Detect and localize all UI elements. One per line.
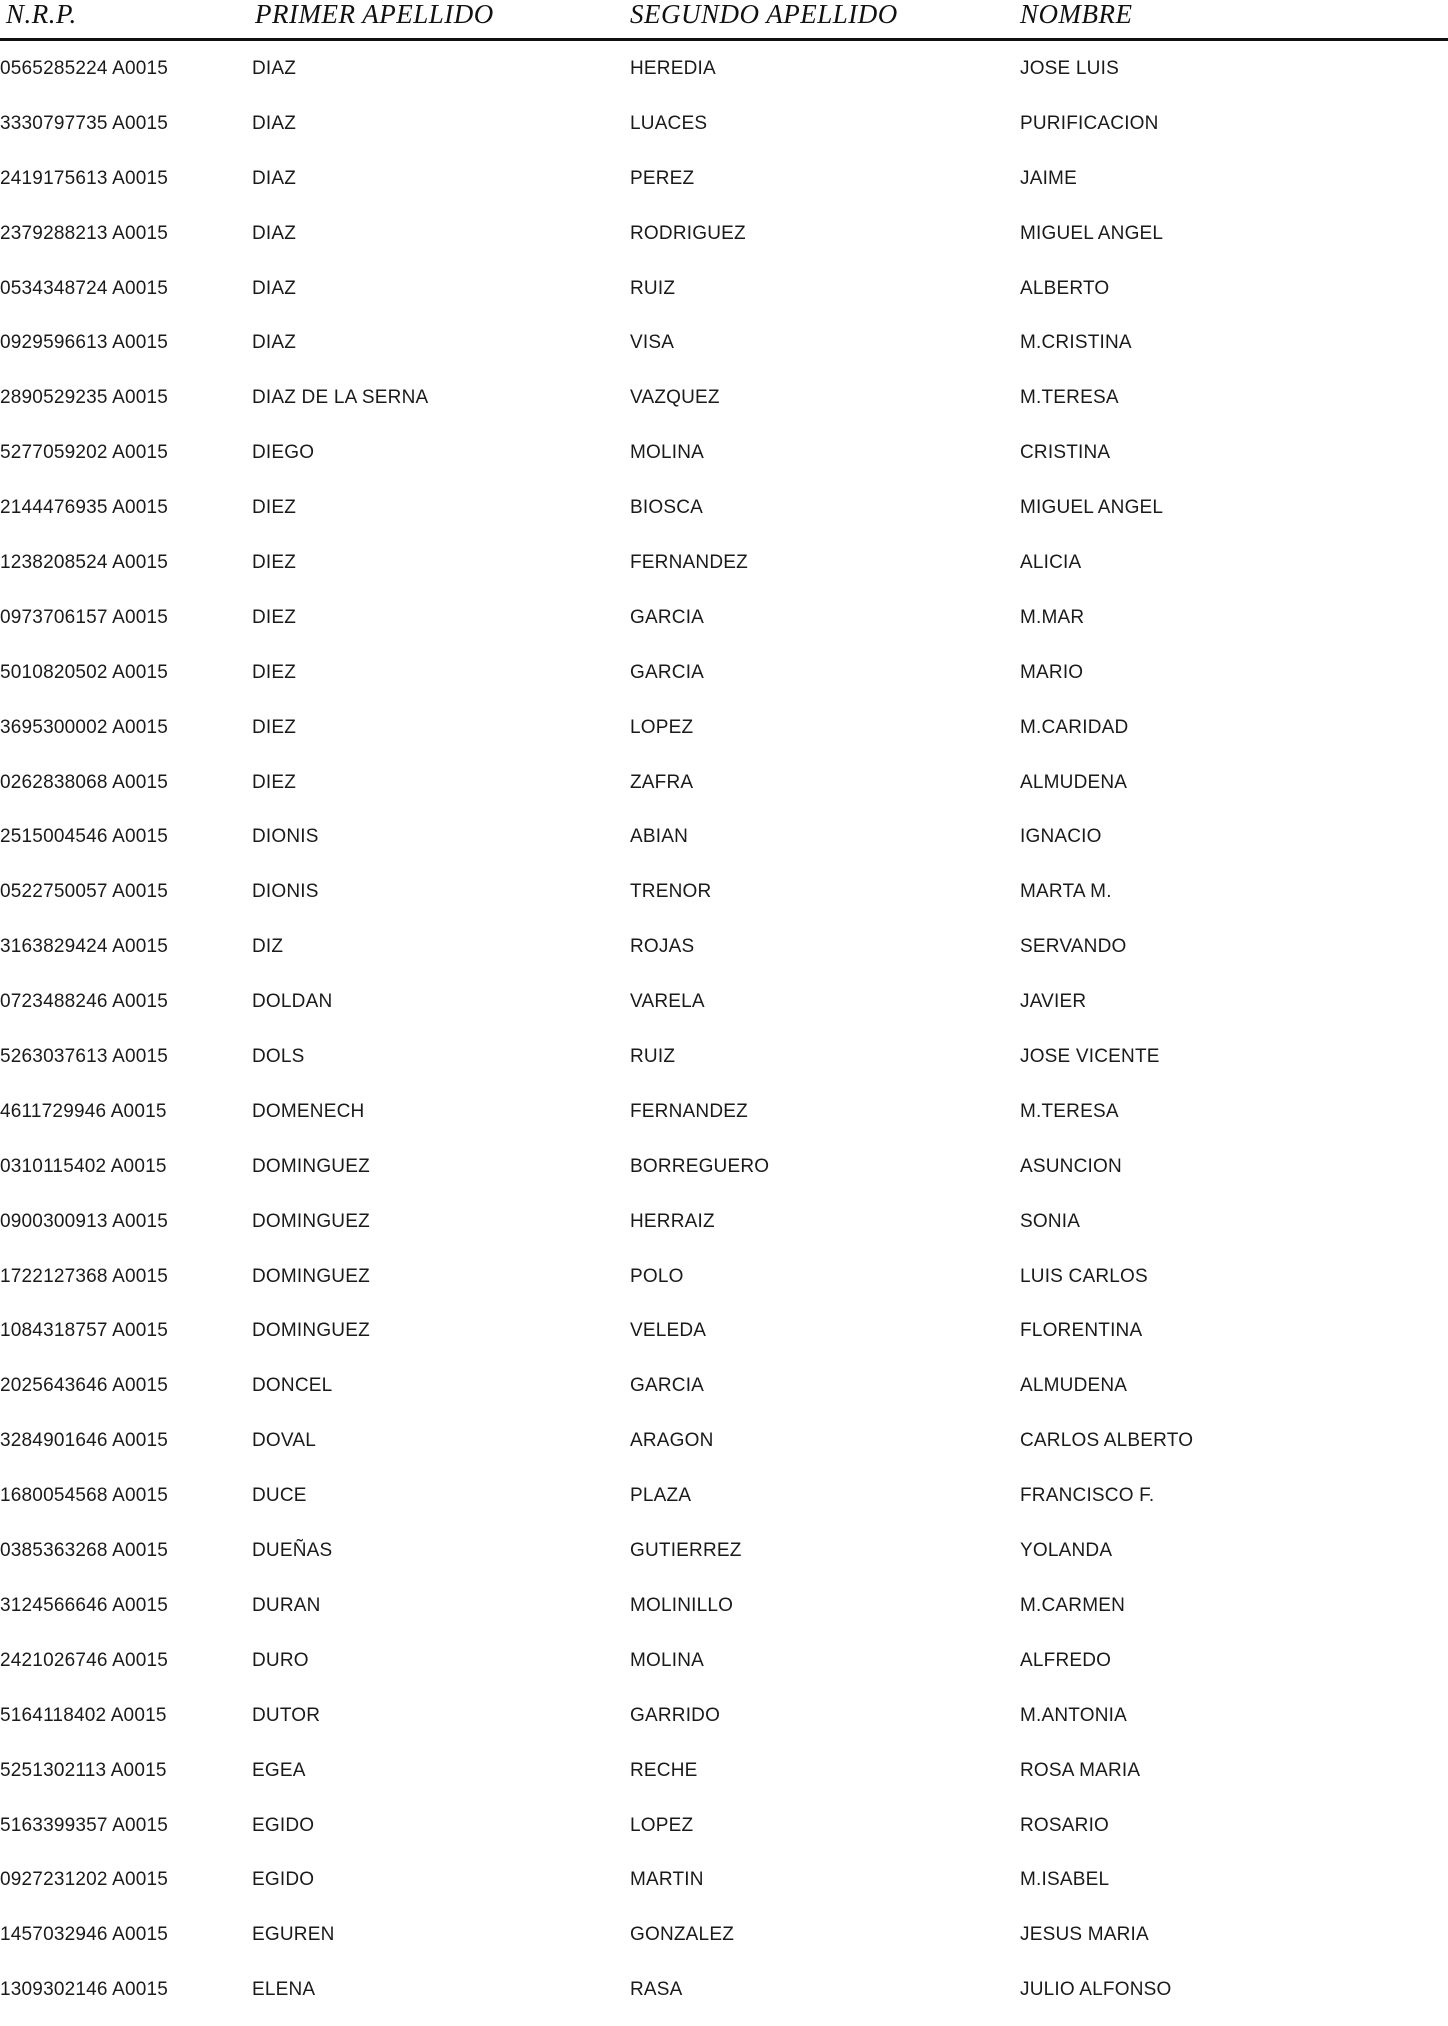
cell-name: M.TERESA <box>1020 1100 1119 1122</box>
cell-second-surname: GARRIDO <box>630 1704 721 1726</box>
cell-nrp: 2144476935 A0015 <box>0 497 169 519</box>
table-row <box>0 928 1448 983</box>
cell-first-surname: DIAZ <box>252 222 297 244</box>
cell-second-surname: GUTIERREZ <box>630 1540 742 1562</box>
cell-first-surname: EGIDO <box>252 1814 315 1836</box>
cell-first-surname: DIAZ <box>252 332 297 354</box>
cell-name: MIGUEL ANGEL <box>1020 222 1164 244</box>
cell-nrp: 5277059202 A0015 <box>0 442 169 464</box>
cell-second-surname: HERRAIZ <box>630 1210 715 1232</box>
cell-name: CRISTINA <box>1020 442 1111 464</box>
cell-second-surname: MARTIN <box>630 1869 704 1891</box>
cell-second-surname: GARCIA <box>630 1375 705 1397</box>
cell-name: JAVIER <box>1020 991 1087 1013</box>
cell-nrp: 2421026746 A0015 <box>0 1649 169 1671</box>
cell-first-surname: DIONIS <box>252 826 319 848</box>
cell-second-surname: PEREZ <box>630 167 695 189</box>
cell-second-surname: BIOSCA <box>630 497 703 519</box>
table-row <box>0 1477 1448 1532</box>
cell-name: M.ANTONIA <box>1020 1704 1128 1726</box>
table-row <box>0 1367 1448 1422</box>
table-row <box>0 873 1448 928</box>
cell-nrp: 2890529235 A0015 <box>0 387 169 409</box>
cell-name: MARTA M. <box>1020 881 1112 903</box>
cell-name: SERVANDO <box>1020 936 1127 958</box>
table-row <box>0 544 1448 599</box>
table-row <box>0 1971 1448 2026</box>
cell-first-surname: EGIDO <box>252 1869 315 1891</box>
table-row <box>0 105 1448 160</box>
cell-name: FLORENTINA <box>1020 1320 1143 1342</box>
table-row <box>0 160 1448 215</box>
cell-second-surname: FERNANDEZ <box>630 552 748 574</box>
cell-first-surname: DUEÑAS <box>252 1540 333 1562</box>
cell-name: ALBERTO <box>1020 277 1110 299</box>
cell-second-surname: ARAGON <box>630 1430 714 1452</box>
cell-nrp: 1722127368 A0015 <box>0 1265 169 1287</box>
cell-name: JULIO ALFONSO <box>1020 1979 1172 2001</box>
cell-first-surname: DIAZ <box>252 112 297 134</box>
cell-name: CARLOS ALBERTO <box>1020 1430 1194 1452</box>
cell-second-surname: LOPEZ <box>630 1814 694 1836</box>
cell-name: ASUNCION <box>1020 1155 1122 1177</box>
table-row <box>0 50 1448 105</box>
cell-second-surname: VARELA <box>630 991 705 1013</box>
cell-name: MARIO <box>1020 661 1084 683</box>
cell-first-surname: DIEZ <box>252 716 297 738</box>
table-row <box>0 1312 1448 1367</box>
cell-first-surname: DUCE <box>252 1485 307 1507</box>
cell-first-surname: DOMINGUEZ <box>252 1155 370 1177</box>
cell-second-surname: MOLINILLO <box>630 1594 734 1616</box>
cell-first-surname: EGEA <box>252 1759 306 1781</box>
cell-name: M.ISABEL <box>1020 1869 1110 1891</box>
table-row <box>0 1148 1448 1203</box>
table-body <box>0 50 1448 2026</box>
cell-second-surname: MOLINA <box>630 1649 705 1671</box>
cell-first-surname: DURO <box>252 1649 309 1671</box>
cell-first-surname: DIAZ <box>252 277 297 299</box>
cell-nrp: 5251302113 A0015 <box>0 1759 167 1781</box>
table-row <box>0 764 1448 819</box>
cell-nrp: 0522750057 A0015 <box>0 881 169 903</box>
cell-first-surname: DOLDAN <box>252 991 333 1013</box>
table-row <box>0 1093 1448 1148</box>
cell-second-surname: PLAZA <box>630 1485 692 1507</box>
cell-nrp: 0534348724 A0015 <box>0 277 169 299</box>
cell-first-surname: DIZ <box>252 936 284 958</box>
cell-second-surname: GARCIA <box>630 661 705 683</box>
cell-nrp: 0973706157 A0015 <box>0 606 169 628</box>
cell-name: YOLANDA <box>1020 1540 1113 1562</box>
table-row <box>0 215 1448 270</box>
cell-second-surname: VELEDA <box>630 1320 707 1342</box>
cell-first-surname: DIEZ <box>252 606 297 628</box>
cell-nrp: 2379288213 A0015 <box>0 222 169 244</box>
cell-name: M.TERESA <box>1020 387 1119 409</box>
cell-name: ALMUDENA <box>1020 1375 1128 1397</box>
cell-first-surname: DIONIS <box>252 881 319 903</box>
table-row <box>0 1861 1448 1916</box>
cell-first-surname: DOMINGUEZ <box>252 1265 370 1287</box>
table-row <box>0 1752 1448 1807</box>
cell-nrp: 2419175613 A0015 <box>0 167 169 189</box>
cell-nrp: 1238208524 A0015 <box>0 552 169 574</box>
cell-nrp: 0385363268 A0015 <box>0 1540 169 1562</box>
table-row <box>0 1642 1448 1697</box>
cell-second-surname: HEREDIA <box>630 58 716 79</box>
cell-first-surname: DOMINGUEZ <box>252 1320 370 1342</box>
cell-second-surname: RASA <box>630 1979 683 2001</box>
cell-name: LUIS CARLOS <box>1020 1265 1148 1287</box>
cell-nrp: 5163399357 A0015 <box>0 1814 169 1836</box>
cell-nrp: 5263037613 A0015 <box>0 1046 169 1068</box>
table-row <box>0 1697 1448 1752</box>
cell-nrp: 3124566646 A0015 <box>0 1594 169 1616</box>
table-row <box>0 818 1448 873</box>
cell-first-surname: DOMENECH <box>252 1100 365 1122</box>
cell-name: PURIFICACION <box>1020 112 1159 134</box>
cell-name: M.CARIDAD <box>1020 716 1129 738</box>
cell-nrp: 5164118402 A0015 <box>0 1704 167 1726</box>
cell-nrp: 0927231202 A0015 <box>0 1869 169 1891</box>
table-row <box>0 324 1448 379</box>
table-row <box>0 983 1448 1038</box>
cell-first-surname: ELENA <box>252 1979 316 2001</box>
cell-name: ALMUDENA <box>1020 771 1128 793</box>
cell-nrp: 1457032946 A0015 <box>0 1924 169 1946</box>
cell-first-surname: DIEZ <box>252 661 297 683</box>
cell-first-surname: DOMINGUEZ <box>252 1210 370 1232</box>
cell-first-surname: DIEGO <box>252 442 315 464</box>
cell-name: ROSARIO <box>1020 1814 1110 1836</box>
cell-nrp: 0723488246 A0015 <box>0 991 169 1013</box>
cell-nrp: 4611729946 A0015 <box>0 1100 167 1122</box>
cell-first-surname: DIEZ <box>252 497 297 519</box>
cell-nrp: 1084318757 A0015 <box>0 1320 169 1342</box>
cell-second-surname: RODRIGUEZ <box>630 222 746 244</box>
cell-name: M.MAR <box>1020 606 1085 628</box>
table-row <box>0 599 1448 654</box>
cell-second-surname: ABIAN <box>630 826 689 848</box>
cell-name: MIGUEL ANGEL <box>1020 497 1164 519</box>
cell-second-surname: POLO <box>630 1265 684 1287</box>
table-row <box>0 1532 1448 1587</box>
cell-nrp: 0900300913 A0015 <box>0 1210 169 1232</box>
table-row <box>0 1807 1448 1862</box>
cell-name: M.CARMEN <box>1020 1594 1126 1616</box>
cell-nrp: 2515004546 A0015 <box>0 826 169 848</box>
cell-second-surname: VISA <box>630 332 675 354</box>
table-row <box>0 1258 1448 1313</box>
cell-second-surname: VAZQUEZ <box>630 387 720 409</box>
header-name: NOMBRE <box>1020 0 1133 29</box>
header-nrp: N.R.P. <box>6 0 77 29</box>
table-row <box>0 1038 1448 1093</box>
cell-nrp: 2025643646 A0015 <box>0 1375 169 1397</box>
cell-name: ALICIA <box>1020 552 1082 574</box>
table-row <box>0 379 1448 434</box>
table-row <box>0 709 1448 764</box>
cell-first-surname: DIAZ DE LA SERNA <box>252 387 429 409</box>
table-row <box>0 1203 1448 1258</box>
cell-name: IGNACIO <box>1020 826 1102 848</box>
cell-second-surname: MOLINA <box>630 442 705 464</box>
table-row <box>0 1916 1448 1971</box>
cell-first-surname: DURAN <box>252 1594 321 1616</box>
cell-first-surname: DIAZ <box>252 167 297 189</box>
cell-nrp: 0929596613 A0015 <box>0 332 169 354</box>
cell-second-surname: RUIZ <box>630 277 676 299</box>
table-row <box>0 654 1448 709</box>
cell-second-surname: BORREGUERO <box>630 1155 770 1177</box>
cell-second-surname: TRENOR <box>630 881 712 903</box>
cell-nrp: 0262838068 A0015 <box>0 771 169 793</box>
cell-nrp: 0565285224 A0015 <box>0 58 169 79</box>
table-row <box>0 489 1448 544</box>
cell-nrp: 3695300002 A0015 <box>0 716 169 738</box>
cell-nrp: 1680054568 A0015 <box>0 1485 169 1507</box>
cell-first-surname: DOVAL <box>252 1430 317 1452</box>
table-header <box>0 0 1448 41</box>
cell-nrp: 1309302146 A0015 <box>0 1979 169 2001</box>
cell-nrp: 3330797735 A0015 <box>0 112 169 134</box>
cell-second-surname: RUIZ <box>630 1046 676 1068</box>
cell-second-surname: RECHE <box>630 1759 698 1781</box>
cell-name: M.CRISTINA <box>1020 332 1132 354</box>
cell-first-surname: DOLS <box>252 1046 305 1068</box>
cell-name: SONIA <box>1020 1210 1081 1232</box>
cell-first-surname: DIAZ <box>252 58 297 79</box>
cell-first-surname: DONCEL <box>252 1375 333 1397</box>
cell-name: FRANCISCO F. <box>1020 1485 1155 1507</box>
cell-nrp: 3284901646 A0015 <box>0 1430 169 1452</box>
cell-second-surname: LUACES <box>630 112 708 134</box>
cell-second-surname: FERNANDEZ <box>630 1100 748 1122</box>
table-row <box>0 270 1448 325</box>
header-second-surname: SEGUNDO APELLIDO <box>630 0 898 29</box>
cell-name: JAIME <box>1020 167 1077 189</box>
cell-first-surname: DUTOR <box>252 1704 321 1726</box>
cell-name: JOSE LUIS <box>1020 58 1119 79</box>
cell-second-surname: ZAFRA <box>630 771 694 793</box>
cell-second-surname: ROJAS <box>630 936 695 958</box>
cell-second-surname: GARCIA <box>630 606 705 628</box>
cell-name: JESUS MARIA <box>1020 1924 1149 1946</box>
cell-first-surname: EGUREN <box>252 1924 335 1946</box>
cell-second-surname: GONZALEZ <box>630 1924 735 1946</box>
cell-second-surname: LOPEZ <box>630 716 694 738</box>
header-first-surname: PRIMER APELLIDO <box>255 0 494 29</box>
cell-name: JOSE VICENTE <box>1020 1046 1160 1068</box>
cell-name: ALFREDO <box>1020 1649 1112 1671</box>
cell-name: ROSA MARIA <box>1020 1759 1141 1781</box>
table-row <box>0 1422 1448 1477</box>
cell-nrp: 5010820502 A0015 <box>0 661 169 683</box>
table-row <box>0 1587 1448 1642</box>
cell-first-surname: DIEZ <box>252 552 297 574</box>
cell-first-surname: DIEZ <box>252 771 297 793</box>
cell-nrp: 0310115402 A0015 <box>0 1155 167 1177</box>
cell-nrp: 3163829424 A0015 <box>0 936 169 958</box>
table-row <box>0 434 1448 489</box>
